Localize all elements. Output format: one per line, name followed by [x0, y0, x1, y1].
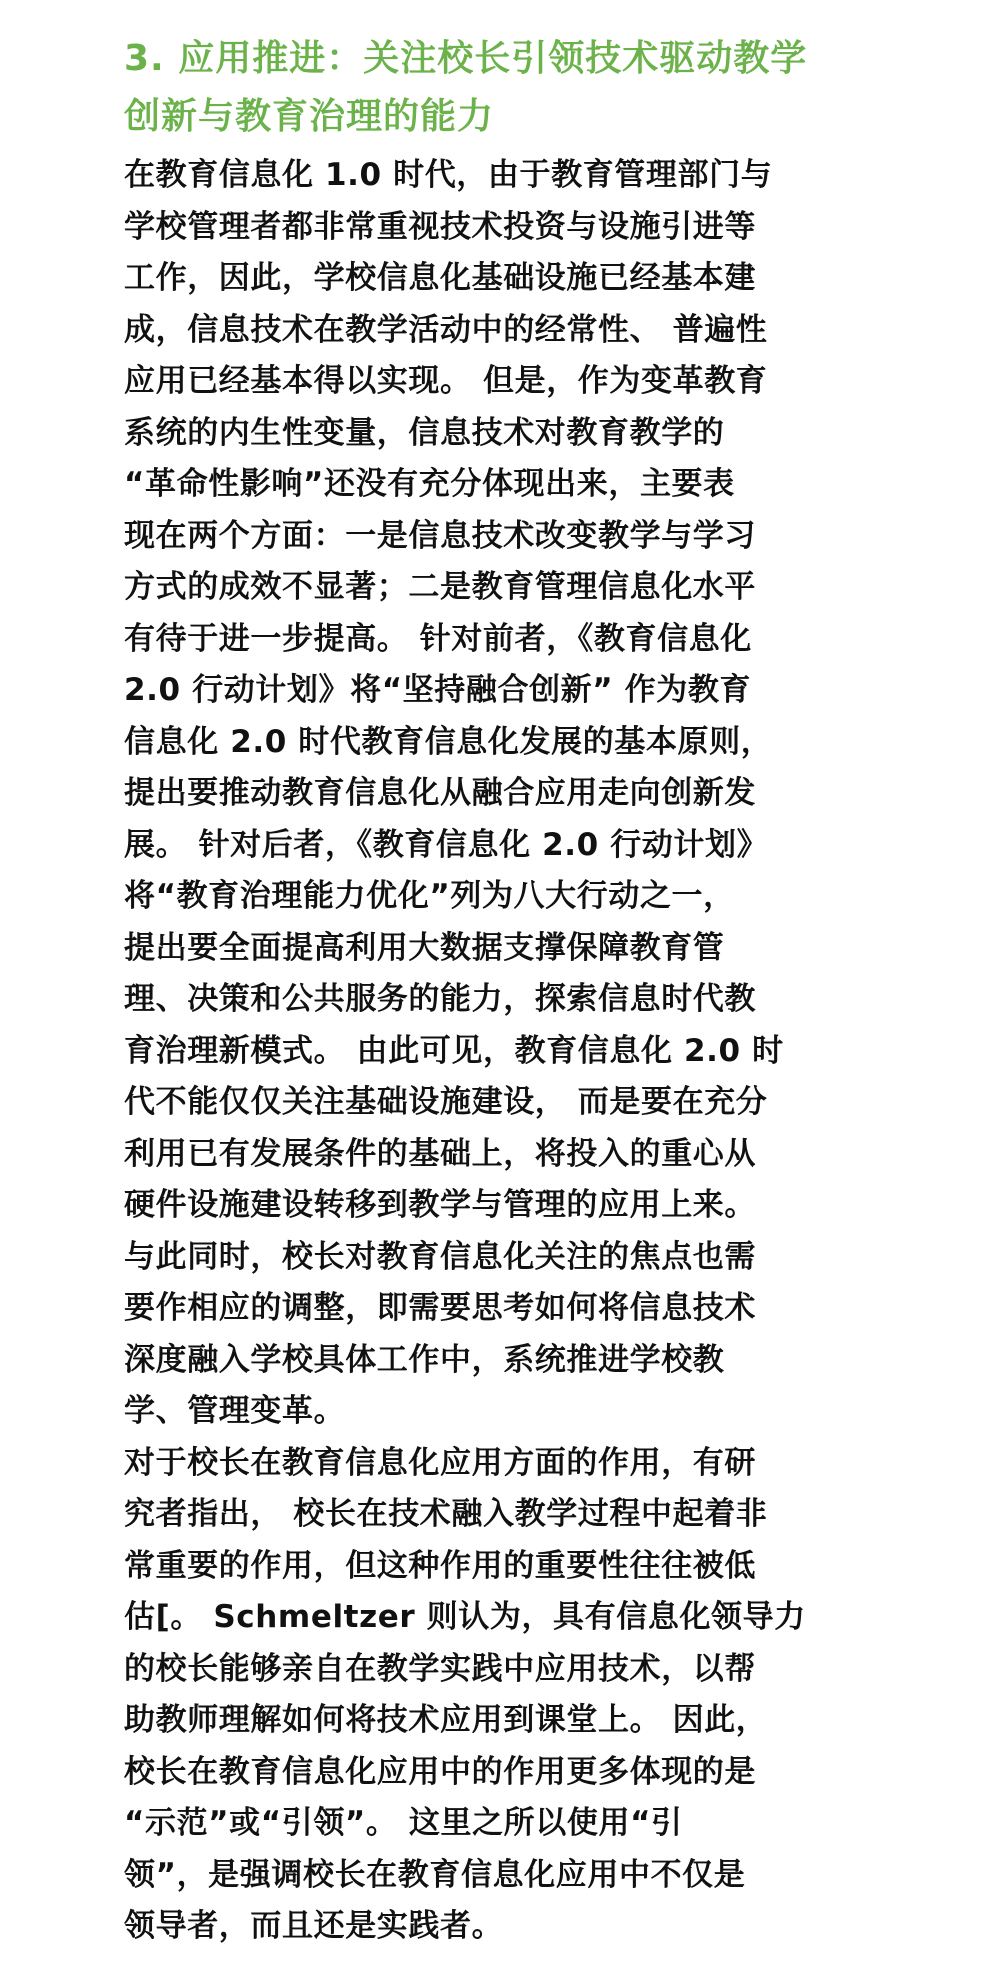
- text-line: 展。 针对后者，《教育信息化 2.0 行动计划》: [124, 826, 769, 863]
- text-line: 提出要推动教育信息化从融合应用走向创新发: [124, 775, 756, 811]
- heading-line: 创新与教育治理的能力: [124, 96, 495, 137]
- text-line: 的校长能够亲自在教学实践中应用技术，以帮: [124, 1650, 756, 1687]
- text-line: 对于校长在教育信息化应用方面的作用，有研: [124, 1444, 756, 1481]
- section-heading: [124, 30, 864, 146]
- text-line: 与此同时，校长对教育信息化关注的焦点也需: [124, 1238, 756, 1275]
- text-line: 有待于进一步提高。 针对前者，《教育信息化: [124, 620, 752, 657]
- text-line: 成，信息技术在教学活动中的经常性、 普遍性: [124, 311, 768, 348]
- text-line: 应用已经基本得以实现。 但是，作为变革教育: [124, 363, 768, 399]
- text-line: “革命性影响”还没有充分体现出来，主要表: [124, 466, 735, 502]
- text-line: 学、管理变革。: [124, 1393, 346, 1429]
- text-line: 常重要的作用，但这种作用的重要性往往被低: [124, 1547, 756, 1584]
- text-line: 育治理新模式。 由此可见，教育信息化 2.0 时: [124, 1032, 784, 1069]
- text-line: 系统的内生性变量，信息技术对教育教学的: [124, 414, 725, 451]
- text-line: 工作，因此，学校信息化基础设施已经基本建: [124, 260, 756, 296]
- text-line: 助教师理解如何将技术应用到课堂上。 因此，: [124, 1702, 768, 1738]
- text-line: 学校管理者都非常重视技术投资与设施引进等: [124, 208, 756, 245]
- text-line: 将“教育治理能力优化”列为八大行动之一，: [124, 878, 735, 914]
- text-line: 校长在教育信息化应用中的作用更多体现的是: [124, 1753, 756, 1790]
- text-line: 提出要全面提高利用大数据支撑保障教育管: [124, 929, 725, 966]
- text-line: 理、决策和公共服务的能力，探索信息时代教: [124, 981, 756, 1017]
- text-line: 代不能仅仅关注基础设施建设， 而是要在充分: [124, 1084, 768, 1120]
- text-line: 领”，是强调校长在教育信息化应用中不仅是: [124, 1856, 746, 1893]
- text-line: “示范”或“引领”。 这里之所以使用“引: [124, 1805, 683, 1841]
- text-line: 估[。 Schmeltzer 则认为，具有信息化领导力: [124, 1599, 806, 1635]
- text-line: 硬件设施建设转移到教学与管理的应用上来。: [124, 1187, 756, 1223]
- text-line: 利用已有发展条件的基础上，将投入的重心从: [124, 1135, 756, 1172]
- text-line: 在教育信息化 1.0 时代，由于教育管理部门与: [124, 157, 773, 193]
- text-line: 现在两个方面：一是信息技术改变教学与学习: [124, 517, 756, 554]
- text-line: 方式的成效不显著；二是教育管理信息化水平: [124, 569, 756, 605]
- text-line: 要作相应的调整，即需要思考如何将信息技术: [124, 1290, 756, 1326]
- text-line: 深度融入学校具体工作中，系统推进学校教: [124, 1341, 725, 1378]
- text-line: 究者指出， 校长在技术融入教学过程中起着非: [124, 1496, 768, 1532]
- heading-line: 3. 应用推进：关注校长引领技术驱动教学: [124, 38, 808, 79]
- text-line: 领导者，而且还是实践者。: [124, 1908, 504, 1944]
- text-line: 2.0 行动计划》将“坚持融合创新” 作为教育: [124, 672, 752, 708]
- paragraph-2: [124, 1438, 864, 1953]
- paragraph-1: [124, 150, 864, 1438]
- article: [124, 30, 864, 1953]
- text-line: 信息化 2.0 时代教育信息化发展的基本原则，: [124, 723, 773, 760]
